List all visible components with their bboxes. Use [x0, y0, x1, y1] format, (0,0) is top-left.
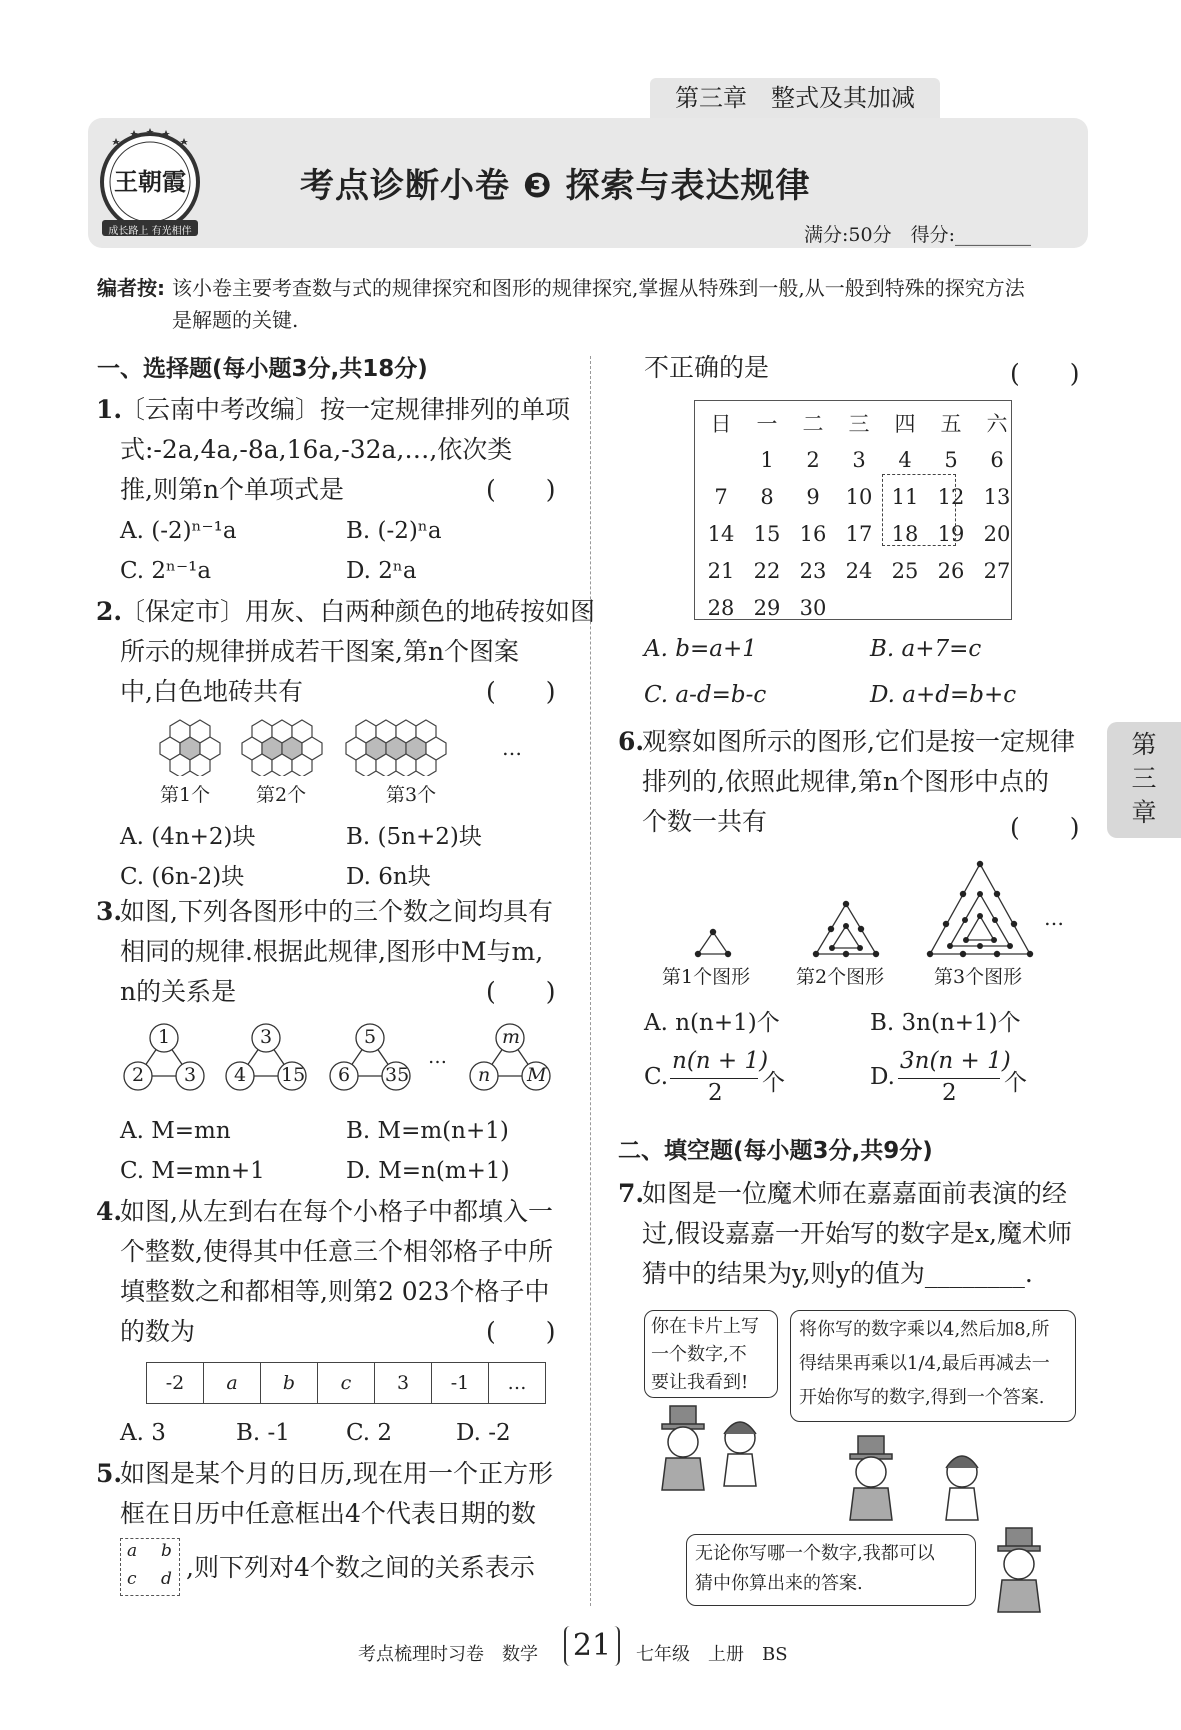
bubble-line: 开始你写的数字,得到一个答案. — [799, 1387, 1045, 1408]
calendar-day: 15 — [753, 521, 781, 546]
figure-label: 第1个图形 — [662, 966, 751, 988]
option-b[interactable]: B. (5n+2)块 — [346, 824, 482, 850]
question-text: 中,白色地砖共有 — [120, 677, 303, 706]
fraction-numerator: n(n + 1) — [672, 1048, 769, 1074]
letter-box — [120, 1538, 180, 1596]
fraction-numerator: 3n(n + 1) — [900, 1048, 1011, 1074]
box-letter: d — [161, 1569, 172, 1589]
fraction-bar — [898, 1078, 1000, 1079]
option-d[interactable] — [870, 1048, 1050, 1108]
answer-bracket[interactable]: ( ) — [486, 977, 556, 1006]
page-title: 考点诊断小卷 ❸ 探索与表达规律 — [300, 166, 811, 206]
grid-cell: b — [261, 1363, 318, 1404]
figure-ellipsis: … — [1044, 906, 1064, 930]
option-d[interactable]: D. 6n块 — [346, 864, 431, 890]
calendar-selection-box — [882, 474, 956, 546]
question-text: 式:-2a,4a,-8a,16a,-32a,…,依次类 — [120, 435, 513, 464]
calendar-header: 二 — [802, 411, 824, 436]
calendar-day: 17 — [845, 521, 873, 546]
question-number: 7. — [618, 1179, 645, 1208]
option-b[interactable]: B. a+7=c — [870, 636, 982, 662]
triangle-right: M — [527, 1064, 547, 1086]
grid-cell: -1 — [432, 1363, 489, 1404]
calendar-header: 四 — [894, 411, 916, 436]
triangle-right: 15 — [281, 1064, 306, 1086]
option-c[interactable]: C. 2ⁿ⁻¹a — [120, 558, 212, 584]
box-letter: c — [127, 1569, 137, 1589]
side-tab-char: 第 — [1131, 730, 1157, 759]
option-a[interactable]: A. M=mn — [120, 1118, 231, 1144]
calendar-day: 1 — [760, 447, 774, 472]
option-c[interactable]: C. a-d=b-c — [644, 682, 767, 708]
question-text: 如图,从左到右在每个小格子中都填入一 — [120, 1197, 553, 1226]
calendar-day — [928, 589, 974, 626]
triangle-left: 6 — [338, 1064, 351, 1086]
answer-bracket[interactable]: ( ) — [486, 677, 556, 706]
question-number: 6. — [618, 727, 645, 756]
question-text: 〔云南中考改编〕按一定规律排列的单项 — [120, 395, 571, 424]
calendar-day: 28 — [707, 595, 735, 620]
side-chapter-tab — [1107, 722, 1181, 838]
answer-bracket[interactable]: ( ) — [1010, 813, 1080, 842]
side-tab-char: 章 — [1131, 798, 1157, 827]
figure-label: 第2个图形 — [796, 966, 885, 988]
grid-cell: -2 — [147, 1363, 204, 1404]
triangle-left: 2 — [132, 1064, 145, 1086]
option-c[interactable] — [644, 1048, 804, 1108]
calendar-day: 20 — [983, 521, 1011, 546]
calendar-header: 五 — [940, 411, 962, 436]
fraction-bar — [670, 1078, 758, 1079]
figure-ellipsis: … — [502, 736, 522, 760]
calendar-day: 23 — [799, 558, 827, 583]
question-number: 3. — [96, 897, 123, 926]
magician-illustration — [640, 1400, 1110, 1630]
section-heading-choice: 一、选择题(每小题3分,共18分) — [97, 356, 428, 382]
option-a[interactable]: A. 3 — [120, 1420, 166, 1446]
option-a[interactable]: A. n(n+1)个 — [644, 1010, 780, 1036]
bubble-line: 将你写的数字乘以4,然后加8,所 — [799, 1319, 1050, 1340]
figure-label: 第3个 — [386, 784, 437, 806]
grid-cell: … — [489, 1363, 546, 1404]
calendar-header: 日 — [710, 411, 732, 436]
question-text: 排列的,依照此规律,第n个图形中点的 — [642, 767, 1049, 796]
calendar-day: 24 — [845, 558, 873, 583]
question-text: 填整数之和都相等,则第2 023个格子中 — [120, 1277, 550, 1306]
logo-text: 王朝霞 — [114, 167, 186, 196]
question-number: 2. — [96, 597, 123, 626]
calendar-day: 11 — [891, 484, 919, 509]
option-d[interactable]: D. 2ⁿa — [346, 558, 417, 584]
grid-cell: 3 — [375, 1363, 432, 1404]
calendar-day — [698, 441, 744, 478]
chapter-tab: 第三章 整式及其加减 — [650, 78, 940, 118]
figure-label: 第2个 — [256, 784, 307, 806]
triangle-right: 3 — [184, 1064, 197, 1086]
footer-left: 考点梳理时习卷 数学 — [358, 1644, 538, 1665]
question-text: 如图是一位魔术师在嘉嘉面前表演的经 — [642, 1179, 1068, 1208]
calendar-day: 8 — [760, 484, 774, 509]
triangle-left: n — [478, 1064, 491, 1086]
calendar-day: 21 — [707, 558, 735, 583]
question-number: 5. — [96, 1459, 123, 1488]
bubble-line: 要让我看到! — [651, 1372, 749, 1393]
question-text: 过,假设嘉嘉一开始写的数字是x,魔术师 — [642, 1219, 1072, 1248]
option-d[interactable]: D. a+d=b+c — [870, 682, 1017, 708]
dot-triangles-figure — [660, 854, 1060, 960]
question-number: 1. — [96, 395, 123, 424]
editor-note-label: 编者按: — [97, 276, 165, 300]
calendar-day: 9 — [806, 484, 820, 509]
unit-text: 个 — [762, 1070, 785, 1096]
section-heading-fill: 二、填空题(每小题3分,共9分) — [618, 1138, 933, 1164]
calendar-day — [836, 589, 882, 626]
box-letter: b — [161, 1541, 172, 1561]
editor-note-text: 该小卷主要考查数与式的规律探究和图形的规律探究,掌握从特殊到一般,从一般到特殊的探究方法 — [172, 276, 1025, 300]
question-text: 观察如图所示的图形,它们是按一定规律 — [642, 727, 1075, 756]
logo-motto: 成长路上 有光相伴 — [108, 226, 192, 237]
grid-cell: c — [318, 1363, 375, 1404]
calendar-header: 六 — [986, 411, 1008, 436]
calendar-day: 14 — [707, 521, 735, 546]
question-text: 〔保定市〕用灰、白两种颜色的地砖按如图 — [120, 597, 596, 626]
option-a[interactable]: A. (-2)ⁿ⁻¹a — [120, 518, 237, 544]
calendar-day: 22 — [753, 558, 781, 583]
score-line: 满分:50分 得分:________ — [804, 224, 1031, 246]
calendar-day: 30 — [799, 595, 827, 620]
bubble-line: 猜中你算出来的答案. — [695, 1573, 863, 1594]
question-text: 推,则第n个单项式是 — [120, 475, 345, 504]
grid-cell: a — [204, 1363, 261, 1404]
calendar-day: 19 — [937, 521, 965, 546]
figure-label: 第3个图形 — [934, 966, 1023, 988]
box-letter: a — [127, 1541, 138, 1561]
option-b[interactable]: B. M=m(n+1) — [346, 1118, 509, 1144]
calendar-day: 16 — [799, 521, 827, 546]
footer-right: 七年级 上册 BS — [636, 1644, 788, 1665]
calendar-day: 29 — [753, 595, 781, 620]
question-text: ,则下列对4个数之间的关系表示 — [186, 1553, 535, 1582]
option-b[interactable]: B. 3n(n+1)个 — [870, 1010, 1021, 1036]
calendar-day: 26 — [937, 558, 965, 583]
calendar-day: 2 — [806, 447, 820, 472]
triangle-top: 3 — [260, 1026, 273, 1048]
calendar-day — [882, 589, 928, 626]
calendar-header: 三 — [848, 411, 870, 436]
calendar-day: 7 — [714, 484, 728, 509]
option-c-label: C. — [644, 1064, 669, 1090]
triangle-top: 1 — [158, 1026, 171, 1048]
question-text: 的数为 — [120, 1317, 196, 1346]
question-text: 个数一共有 — [642, 807, 768, 836]
grid-cells — [146, 1362, 546, 1404]
triangle-left: 4 — [234, 1064, 247, 1086]
question-text: 所示的规律拼成若干图案,第n个图案 — [120, 637, 520, 666]
triangle-top: m — [502, 1026, 521, 1048]
calendar-day: 12 — [937, 484, 965, 509]
answer-bracket[interactable]: ( ) — [1010, 359, 1080, 388]
calendar-day: 10 — [845, 484, 873, 509]
question-text: 个整数,使得其中任意三个相邻格子中所 — [120, 1237, 553, 1266]
calendar-day — [974, 589, 1020, 626]
editor-note-text-2: 是解题的关键. — [172, 308, 299, 332]
answer-bracket[interactable]: ( ) — [486, 1317, 556, 1346]
calendar-day: 13 — [983, 484, 1011, 509]
question-text: 如图是某个月的日历,现在用一个正方形 — [120, 1459, 553, 1488]
calendar-table — [698, 404, 1020, 626]
question-text: 框在日历中任意框出4个代表日期的数 — [120, 1499, 536, 1528]
bubble-line: 无论你写哪一个数字,我都可以 — [695, 1543, 935, 1564]
fraction-denominator: 2 — [708, 1080, 723, 1106]
option-b[interactable]: B. (-2)ⁿa — [346, 518, 442, 544]
option-d-label: D. — [870, 1064, 895, 1090]
calendar-day: 4 — [898, 447, 912, 472]
bubble-line: 你在卡片上写 — [651, 1316, 759, 1337]
question-number: 4. — [96, 1197, 123, 1226]
triangle-right: 35 — [385, 1064, 410, 1086]
footer-page-number: 21 — [564, 1626, 620, 1666]
side-tab-char: 三 — [1131, 764, 1157, 793]
bubble-line: 一个数字,不 — [651, 1344, 747, 1365]
option-c[interactable]: C. 2 — [346, 1420, 393, 1446]
question-text: 如图,下列各图形中的三个数之间均具有 — [120, 897, 553, 926]
question-text: 相同的规律.根据此规律,图形中M与m, — [120, 937, 544, 966]
bubble-line: 得结果再乘以1/4,最后再减去一 — [799, 1353, 1050, 1374]
option-a[interactable]: A. b=a+1 — [644, 636, 757, 662]
logo-badge — [96, 128, 204, 240]
fraction-denominator: 2 — [942, 1080, 957, 1106]
calendar-day: 18 — [891, 521, 919, 546]
unit-text: 个 — [1004, 1070, 1027, 1096]
figure-label: 第1个 — [160, 784, 211, 806]
calendar-day: 27 — [983, 558, 1011, 583]
question-text: 不正确的是 — [644, 353, 770, 382]
calendar-header: 一 — [756, 411, 778, 436]
column-divider — [590, 356, 591, 1606]
option-c[interactable]: C. (6n-2)块 — [120, 864, 245, 890]
calendar-day: 3 — [852, 447, 866, 472]
question-text: 猜中的结果为y,则y的值为________. — [642, 1259, 1033, 1288]
option-c[interactable]: C. M=mn+1 — [120, 1158, 265, 1184]
calendar-day: 25 — [891, 558, 919, 583]
answer-bracket[interactable]: ( ) — [486, 475, 556, 504]
calendar-day: 5 — [944, 447, 958, 472]
option-a[interactable]: A. (4n+2)块 — [120, 824, 256, 850]
calendar-day: 6 — [990, 447, 1004, 472]
triangle-top: 5 — [364, 1026, 377, 1048]
triangle-ellipsis: … — [428, 1046, 447, 1068]
question-text: n的关系是 — [120, 977, 237, 1006]
option-d[interactable]: D. -2 — [456, 1420, 511, 1446]
option-d[interactable]: D. M=n(m+1) — [346, 1158, 510, 1184]
option-b[interactable]: B. -1 — [236, 1420, 290, 1446]
speech-bubble-1 — [644, 1310, 778, 1398]
hexagon-tiles-figure — [150, 716, 550, 776]
